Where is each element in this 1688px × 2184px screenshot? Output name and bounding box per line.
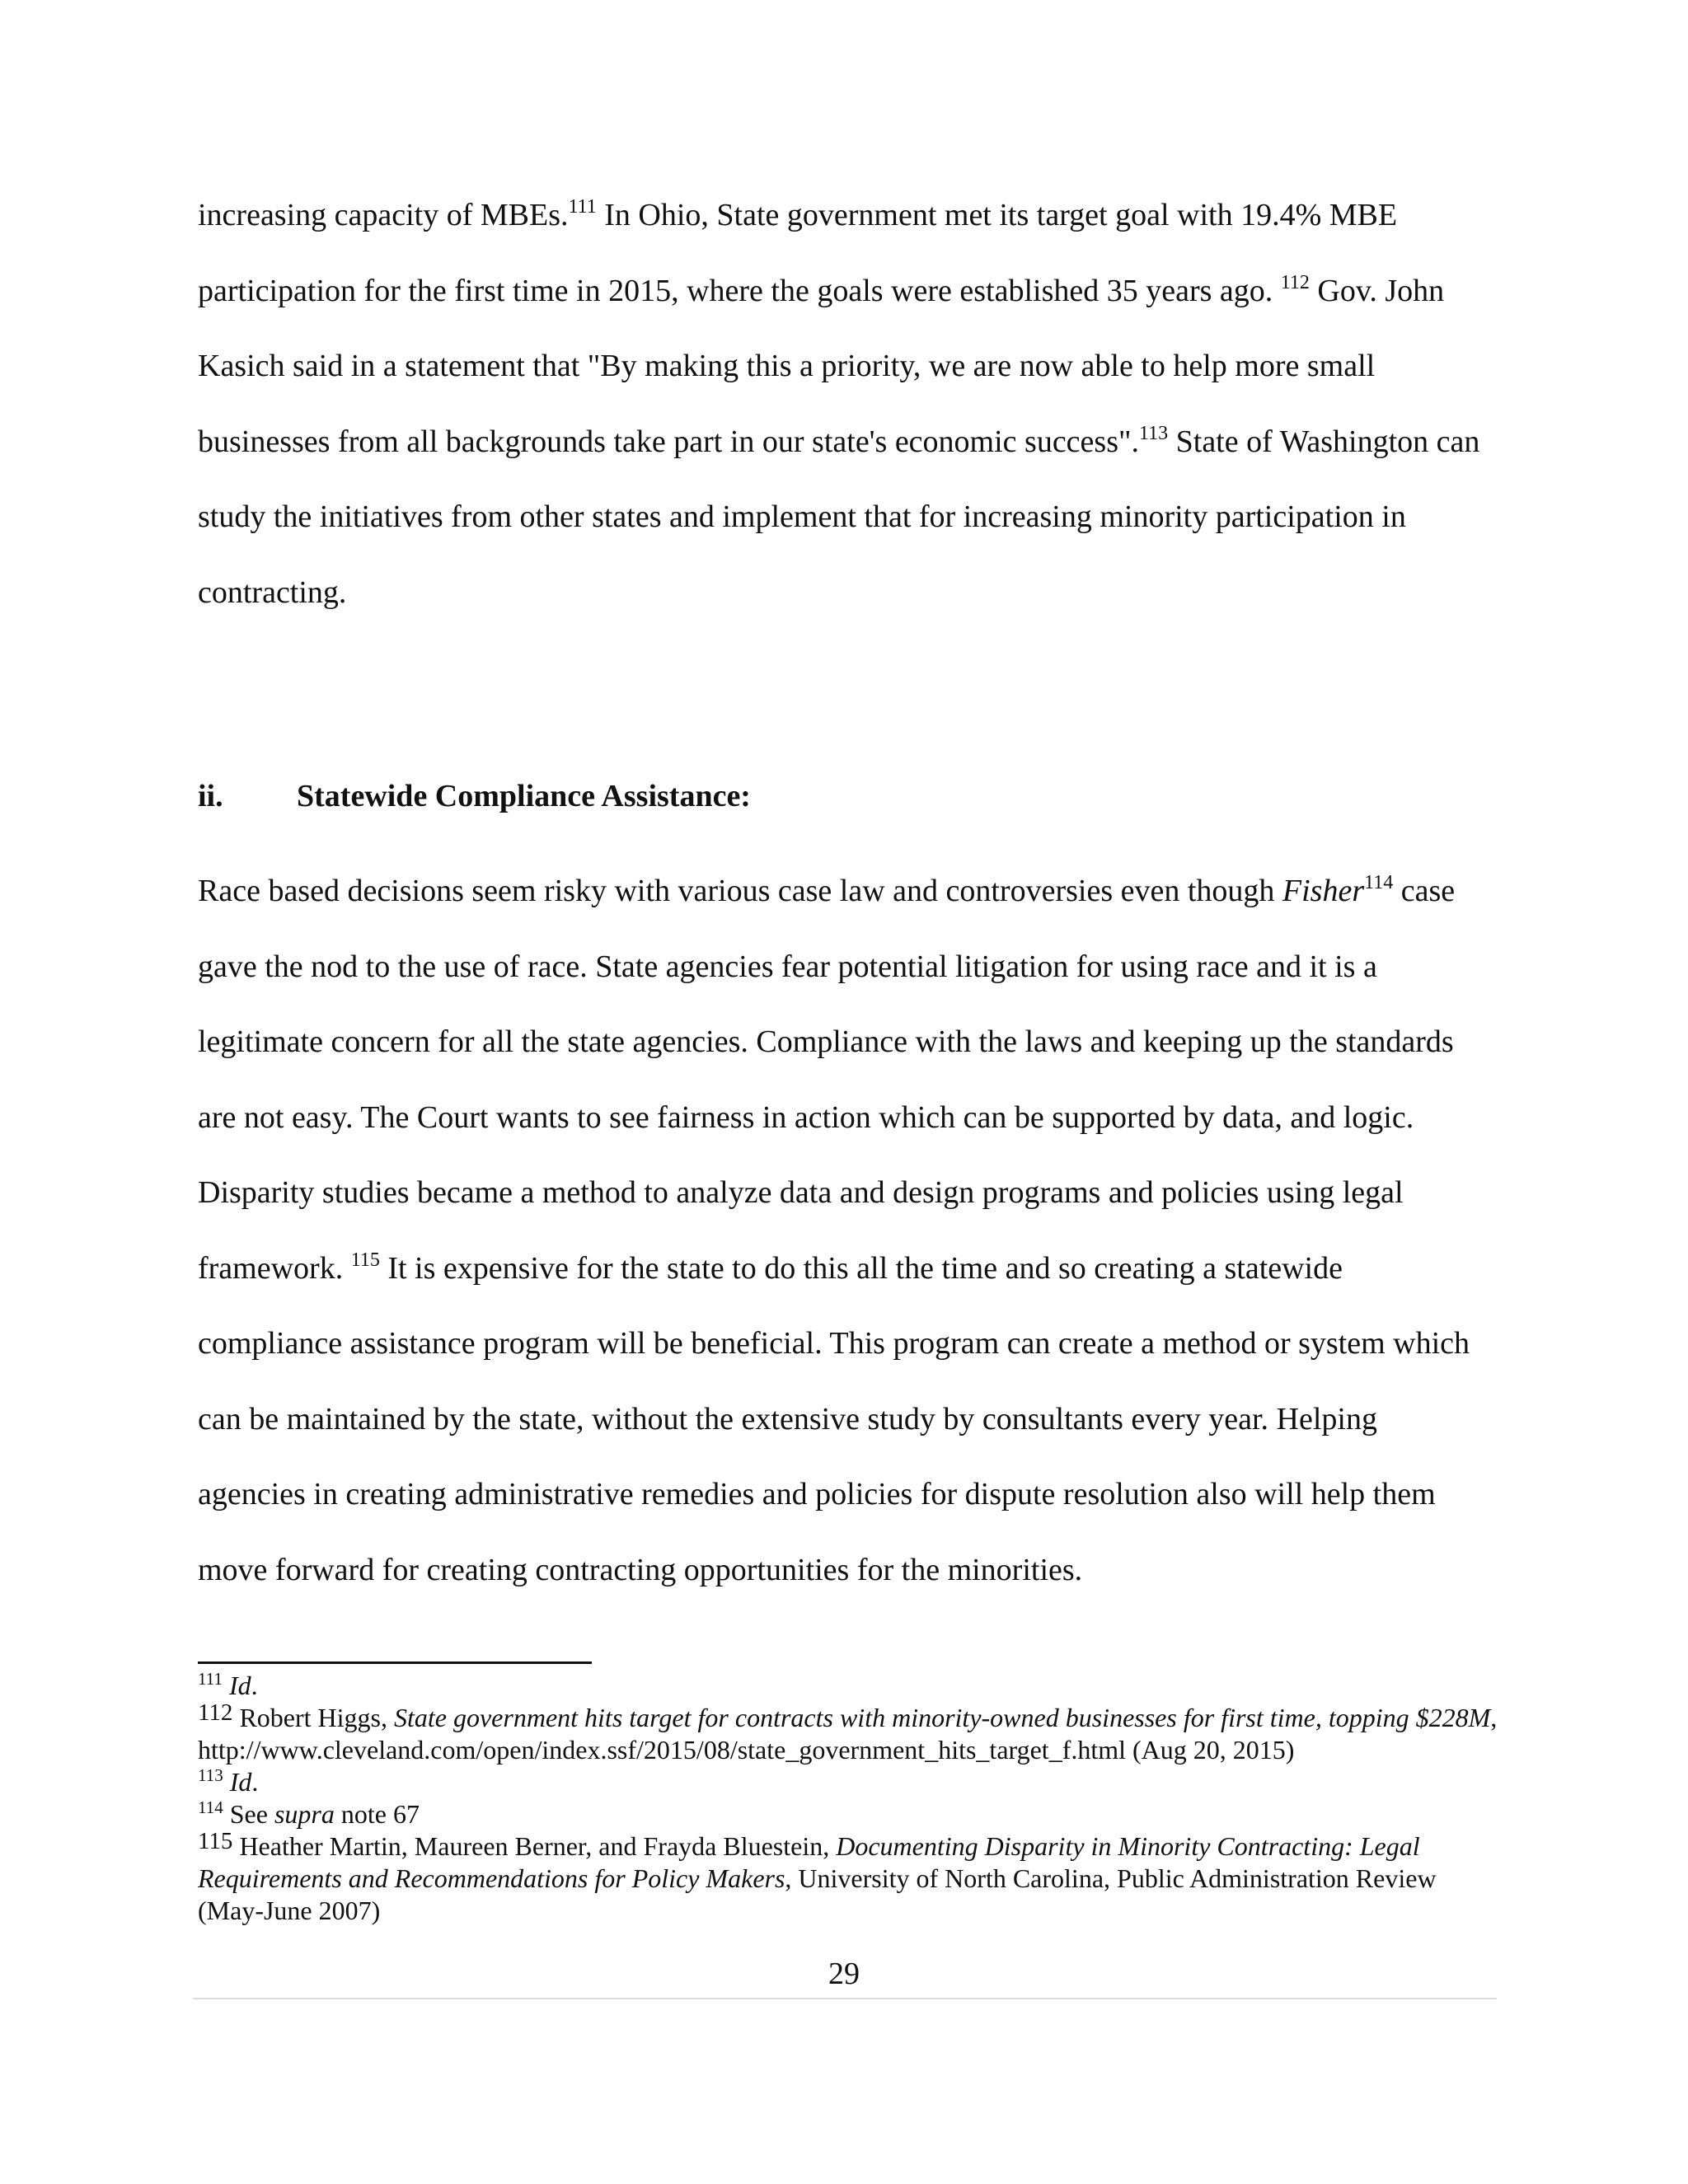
- section-title: Statewide Compliance Assistance:: [297, 779, 751, 813]
- page-number: 29: [828, 1957, 860, 1991]
- footnote-text: .: [251, 1767, 259, 1797]
- footnote-text: note 67: [334, 1799, 420, 1829]
- footnote-ref-112[interactable]: 112: [1280, 271, 1310, 293]
- para2-text-3: It is expensive for the state to do this all the time and so creating a statewide compliance assistance program will be beneficial. This program can create a method or system which can be maintained by the state, without the extensive study by consultants every year. Helping agencies in creating administrative remedies and policies for dispute resolution also will help them move forward for creating contracting opportunities for the minorities.: [198, 1250, 1470, 1587]
- footnote-114: [198, 1798, 1500, 1830]
- footnote-113: [198, 1766, 1500, 1798]
- footnote-author: Heather Martin, Maureen Berner, and Frayda Bluestein,: [232, 1831, 837, 1861]
- footnote-italic: Id: [229, 1767, 252, 1797]
- footnote-number: 114: [198, 1797, 223, 1817]
- footnote-title: State government hits target for contracts with minority-owned businesses for first time, topping $228M: [393, 1703, 1491, 1732]
- footnote-111: [198, 1670, 1500, 1702]
- footnote-115: [198, 1830, 1500, 1927]
- case-name: Fisher: [1282, 874, 1365, 908]
- page-bottom-divider: [193, 1998, 1497, 1999]
- section-number: ii.: [198, 779, 223, 813]
- footnote-ref-115[interactable]: 115: [350, 1249, 380, 1271]
- footnote-author: Robert Higgs,: [232, 1703, 394, 1732]
- footnote-ref-113[interactable]: 113: [1139, 422, 1169, 444]
- footnote-number: 115: [198, 1828, 233, 1854]
- footnote-ref-111[interactable]: 111: [568, 196, 597, 218]
- para2-text-1: Race based decisions seem risky with various case law and controversies even though: [198, 874, 1282, 908]
- footnote-number: 111: [198, 1669, 223, 1689]
- para1-text-3: Gov. John Kasich said in a statement that "By making this a priority, we are now able to help more small businesses from all backgrounds take part in our state's economic success".: [198, 273, 1445, 459]
- para2-text-2: case gave the nod to the use of race. State agencies fear potential litigation for using race and it is a legitimate concern for all the state agencies. Compliance with the laws and keeping up the standards are not easy. The Court wants to see fairness in action which can be supported by data, and logic. Disparity studies became a method to analyze data and design programs and policies using legal framework.: [198, 874, 1456, 1286]
- footnote-italic: supra: [274, 1799, 335, 1829]
- footnote-112: [198, 1699, 1500, 1766]
- body-paragraph-2: [198, 854, 1492, 1608]
- footnote-text: , http://www.cleveland.com/open/index.ssf/2015/08/state_government_hits_target_f.html (Aug 20, 2015): [198, 1703, 1498, 1765]
- footnote-italic: Id: [228, 1671, 251, 1700]
- footnote-ref-114[interactable]: 114: [1364, 872, 1394, 893]
- footnote-title: Documenting Disparity in Minority Contracting: Legal Requirements and Recommendations for Policy Makers: [198, 1831, 1420, 1893]
- footnote-text: , University of North Carolina, Public Administration Review (May-June 2007): [198, 1863, 1437, 1925]
- footnote-number: 113: [198, 1765, 223, 1785]
- footnotes: [198, 1670, 1500, 1927]
- footnote-number: 112: [198, 1699, 233, 1726]
- para1-text-1: increasing capacity of MBEs.: [198, 198, 569, 232]
- footnote-text: See: [223, 1799, 274, 1829]
- footnote-separator: [198, 1661, 592, 1664]
- section-heading: [198, 775, 751, 818]
- footnote-text: .: [251, 1671, 258, 1700]
- para1-text-2: In Ohio, State government met its target goal with 19.4% MBE participation for the first time in 2015, where the goals were established 35 years ago.: [198, 198, 1398, 308]
- para1-text-4: State of Washington can study the initiatives from other states and implement that for increasing minority participation in contracting.: [198, 424, 1480, 610]
- body-paragraph-1: [198, 178, 1492, 630]
